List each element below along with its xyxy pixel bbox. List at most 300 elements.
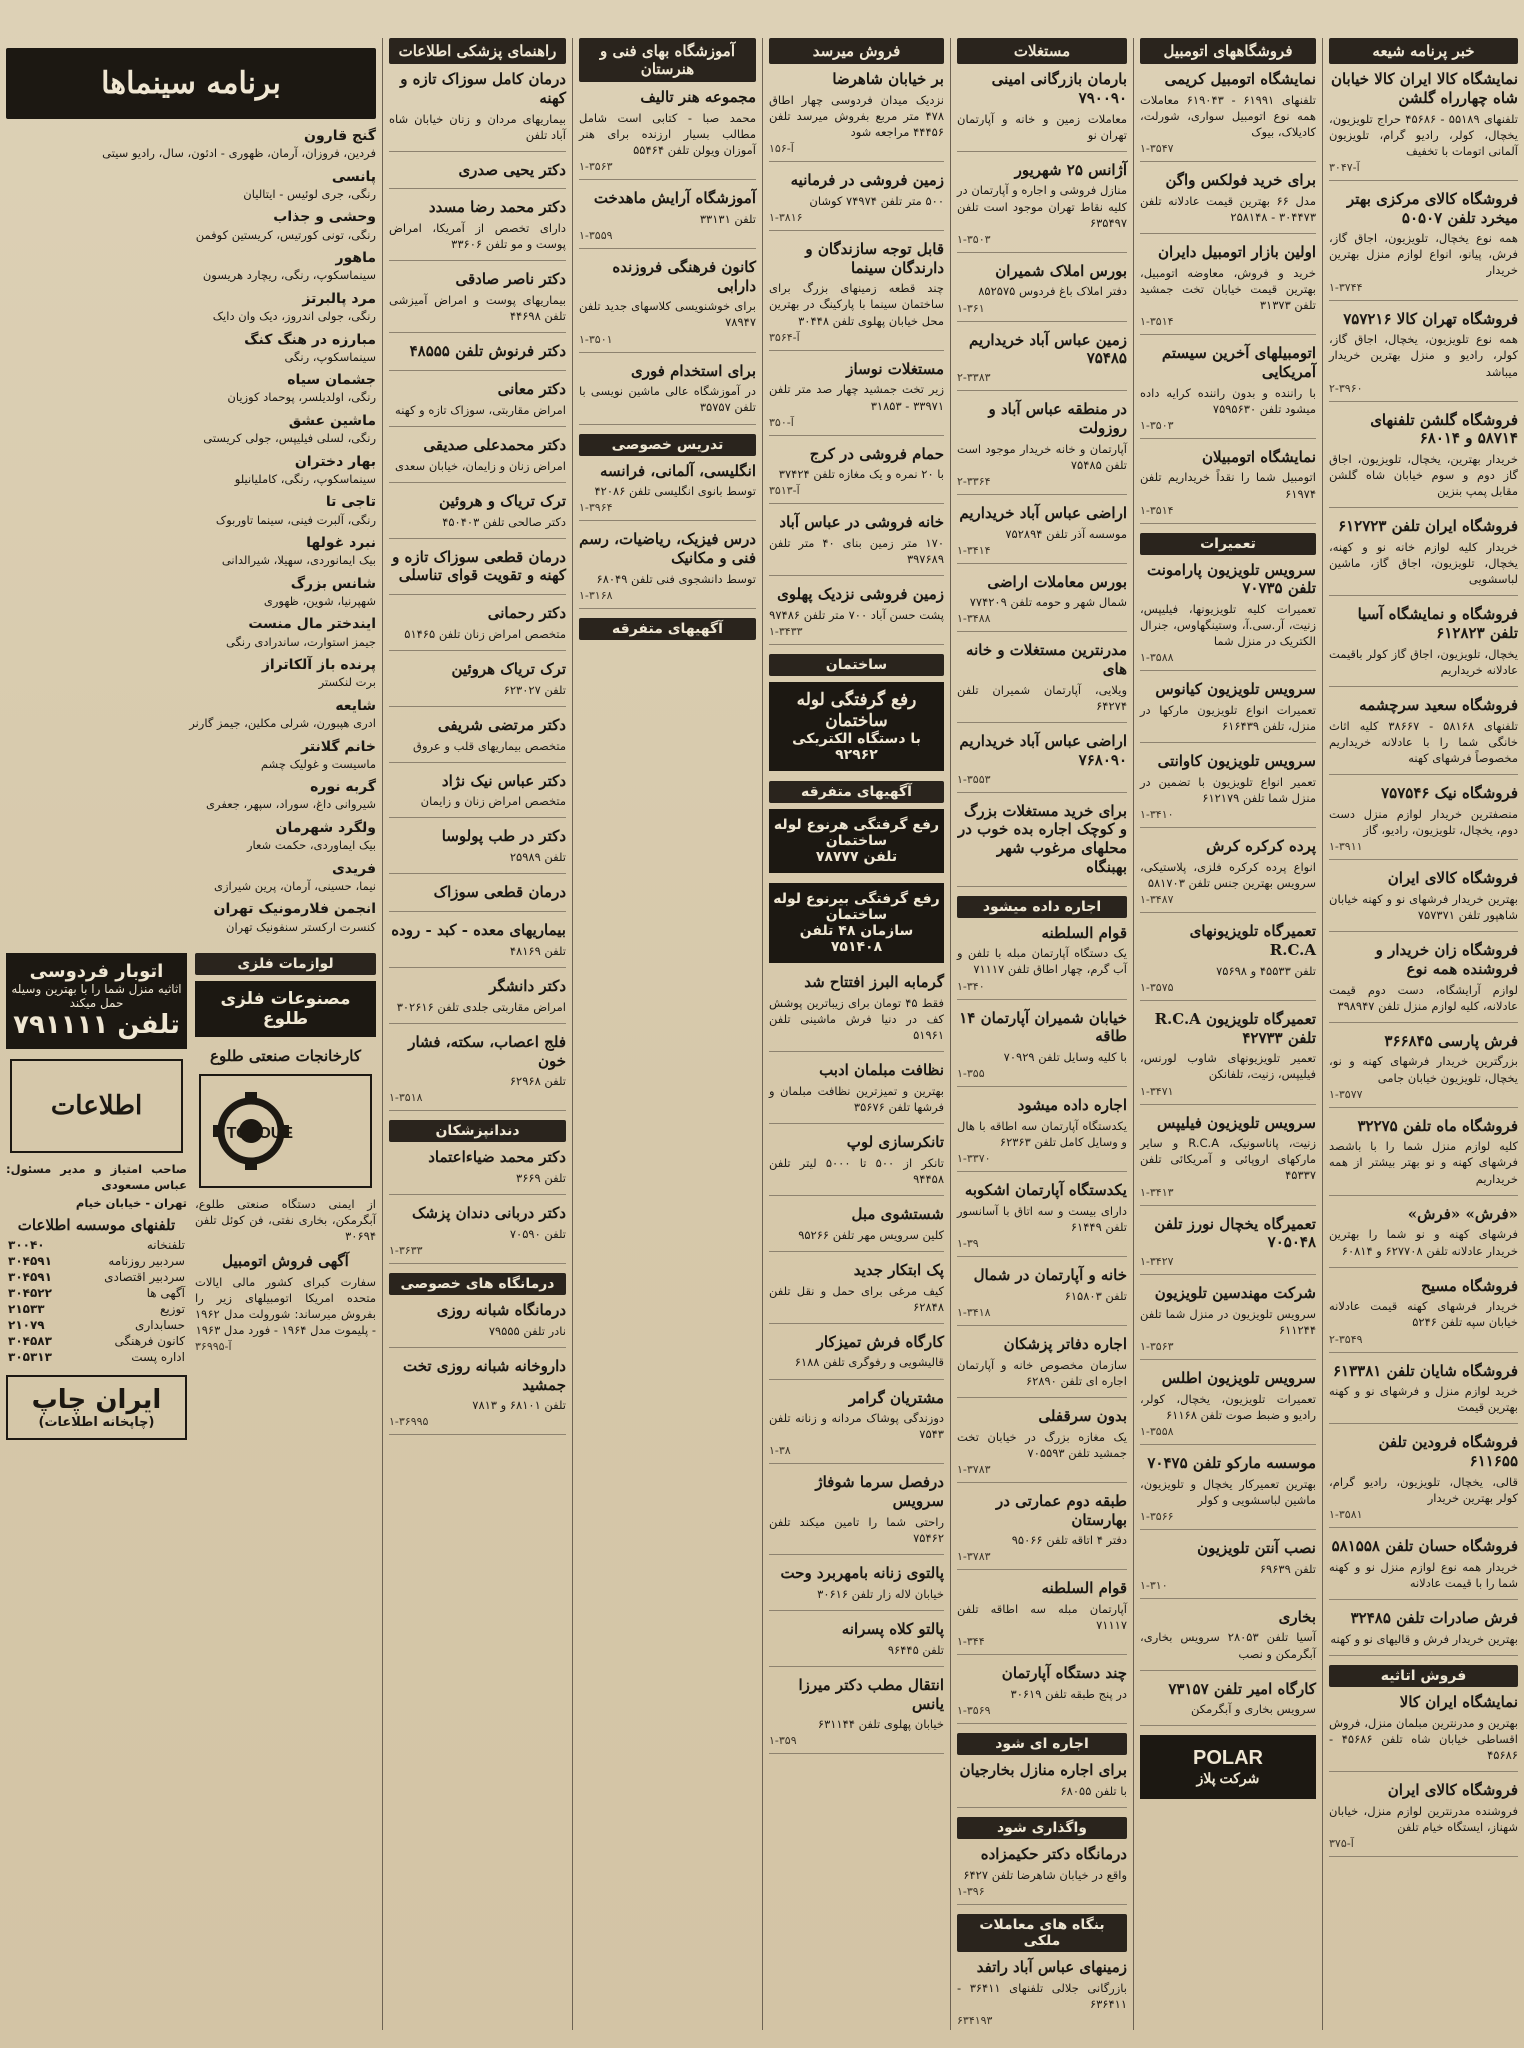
classified-ad: [769, 1473, 944, 1555]
phone-number: ۳۰۵۳۱۳: [8, 1350, 52, 1365]
classified-ad: [579, 88, 756, 180]
classified-ad: [1140, 1284, 1316, 1360]
ad-title: دکتر دربانی دندان پزشک: [412, 1204, 566, 1223]
ad-title: دکتر رحمانی: [487, 604, 566, 623]
section-header: فروش اتاثیه: [1329, 1665, 1518, 1687]
ad-body: یک دستگاه آپارتمان مبله با تلفن و آب گرم، چهار اطاق تلفن ۷۱۱۱۷: [957, 946, 1127, 977]
ad-title: بورس معاملات اراضی: [987, 572, 1127, 591]
classified-ad: [1329, 517, 1518, 596]
ad-code: ۱-۳۶۱: [957, 301, 985, 315]
classified-ad: [389, 1357, 566, 1436]
gear-icon: [211, 1086, 361, 1176]
classified-ad: [957, 331, 1127, 392]
phone-number: ۳۰۴۵۹۱: [8, 1270, 52, 1285]
classified-ad: [389, 977, 566, 1024]
classified-ad: [769, 171, 944, 231]
cinema-film-title: ولگرد شهرمان: [275, 819, 376, 836]
ad-body: دارای تخصص از آمریکا، امراض پوست و مو تلفن ۳۳۶۰۶: [389, 221, 566, 252]
ettelaat-stamp-text: اطلاعات: [50, 1091, 143, 1122]
ad-title: کانون فرهنگی فروزنده دارابی: [612, 257, 756, 295]
cinema-film-details: رنگی، آلبرت فینی، سینما تاوربوک: [215, 512, 376, 527]
ad-body: امراض زنان و زایمان، خیابان سعدی: [394, 458, 566, 473]
column-header: فروش میرسد: [769, 38, 944, 64]
ad-title: درفصل سرما شوفاژ سرویس: [815, 1473, 944, 1511]
cinema-film-details: جیمز استوارت، ساندرادی رنگی: [225, 634, 376, 649]
ad-body: تلفن ۷۰۵۹۰: [509, 1226, 566, 1241]
cinema-film-details: رنگی، اولدیلسر، پوحماد کوزیان: [227, 390, 376, 405]
classified-ad: [1329, 1537, 1518, 1600]
pipe-unblocking-banner: [769, 682, 944, 771]
classified-ad: [1140, 1215, 1316, 1276]
ad-code: ۱-۳۷۸۳: [957, 1550, 991, 1564]
phone-label: توزیع: [159, 1302, 185, 1317]
cinema-film-details: رنگی، لسلی فیلیپس، جولی کریستی: [203, 431, 376, 446]
classified-ad: [389, 380, 566, 427]
ad-title: سرویس تلویزیون کاوانتی: [1157, 752, 1316, 771]
classified-ad: [957, 641, 1127, 723]
classified-ad: [389, 70, 566, 152]
ad-code: ۱-۳۵۰۳: [1140, 418, 1174, 432]
ad-code: ۱-۳۵۰۳: [957, 232, 991, 246]
phones-table: [6, 1237, 187, 1365]
ad-body: انواع پرده کرکره فلزی، پلاستیکی، سرویس بهترین جنس تلفن ۵۸۱۷۰۳: [1140, 860, 1316, 891]
ad-code: ۱-۳۵۶۶: [1140, 1509, 1174, 1523]
ad-code: آ-۳۷۵: [1329, 1836, 1354, 1850]
ad-body: تلفن ۶۱۵۸۰۳: [1064, 1288, 1127, 1303]
ad-code: ۱-۳۷۴۴: [1329, 280, 1363, 294]
ad-body: دارای بیست و سه اتاق با آسانسور تلفن ۶۱۴۴۹: [957, 1203, 1127, 1234]
ad-code: ۱-۳۴۱۸: [957, 1305, 991, 1319]
section-header: بنگاه های معاملات ملکی: [957, 1914, 1127, 1952]
ad-code: ۱-۳۱۰: [1140, 1578, 1168, 1592]
ad-body: کلین سرویس مهر تلفن ۹۵۲۶۶: [798, 1227, 944, 1242]
ad-code: ۱-۳۵۷۷: [1329, 1087, 1363, 1101]
ad-body: موسسه آذر تلفن ۷۵۲۸۹۴: [1005, 526, 1127, 541]
cinema-film-details: سینماسکوپ، رنگی: [284, 349, 376, 364]
phone-row: [6, 1333, 187, 1349]
classified-ad: [1140, 448, 1316, 524]
classified-ad: [957, 924, 1127, 1000]
ad-title: برای خرید مستغلات بزرگ و کوچک اجاره بده خوب در محلهای مرغوب شهر بهبنگاه: [957, 801, 1127, 876]
print-subtitle: (چاپخانه اطلاعات): [38, 1415, 155, 1431]
ad-title: انگلیسی، آلمانی، فرانسه: [600, 461, 756, 480]
ad-code: ۱-۳۴۱۰: [1140, 808, 1174, 822]
ad-title: خانه فروشی در عباس آباد: [779, 513, 944, 532]
ad-title: آژانس ۲۵ شهریور: [1014, 160, 1127, 179]
phone-number: ۳۰۴۵۸۳: [8, 1334, 52, 1349]
classified-ad: [769, 360, 944, 436]
ad-body: تلفن ۲۵۹۸۹: [509, 850, 566, 865]
ad-body: تعمیر انواع تلویزیون با تضمین در منزل شما تلفن ۶۱۲۱۷۹: [1140, 775, 1316, 806]
ad-code: آ-۱۵۶: [769, 142, 794, 156]
ad-title: دکتر عباس نیک نژاد: [441, 771, 566, 790]
iran-chap-box: [6, 1375, 187, 1440]
ad-body: مدل ۶۶ بهترین قیمت عادلانه تلفن ۳۰۴۴۷۳ - ۲۵۸۱۴۸: [1140, 193, 1316, 224]
classified-ad: [769, 1133, 944, 1196]
ad-title: پک ابتکار جدید: [853, 1260, 944, 1279]
print-title: ایران چاپ: [31, 1385, 162, 1416]
classified-ad: [389, 883, 566, 912]
ad-title: پالتوی زنانه بامهربرد وحت: [780, 1564, 944, 1583]
furniture-mover-banner: [6, 953, 187, 1049]
ad-body: بازرگانی جلالی تلفنهای ۳۶۴۱۱ - ۶۳۶۴۱۱: [957, 1980, 1127, 2011]
classified-ad: [957, 1664, 1127, 1724]
ad-title: آموزشگاه آرایش ماهدخت: [593, 189, 756, 208]
cinema-film-title: وحشی و جذاب: [273, 209, 376, 226]
classified-ad: [389, 342, 566, 371]
classified-ad: [957, 161, 1127, 253]
ad-body: فقط ۴۵ تومان برای زیباترین پوشش کف در دنیا فرش ماشینی تلفن ۵۱۹۶۱: [769, 995, 944, 1042]
ad-body: با تلفن ۶۸۰۵۵: [1060, 1783, 1127, 1798]
ad-code: ۶۳۴۱۹۳: [957, 2013, 993, 2027]
ad-title: مدرنترین مستغلات و خانه های: [966, 641, 1127, 679]
classified-ad: [957, 400, 1127, 495]
ad-body: خریدار بهترین، یخچال، تلویزیون، اجاق گاز دوم و سوم خیابان شاه گلشن مقابل پمپ بنزین: [1329, 452, 1518, 499]
ad-code: ۱-۳۵۶۹: [957, 1704, 991, 1718]
ad-code: ۱-۳۴۸۷: [1140, 893, 1174, 907]
polar-text: شرکت پلاز: [1196, 1770, 1260, 1787]
ad-code: ۱-۳۴۷۱: [1140, 1084, 1174, 1098]
cinema-film-title: جشمان سیاه: [287, 372, 376, 389]
ad-body: تلفن ۹۶۴۴۵: [887, 1642, 944, 1657]
cinema-film-title: ماشین عشق: [288, 412, 376, 429]
ad-body: متخصص امراض زنان تلفن ۵۱۴۶۵: [404, 626, 566, 641]
ad-body: قالیشویی و رفوگری تلفن ۶۱۸۸: [794, 1355, 944, 1370]
cinema-film-details: ادری هپبورن، شرلی مکلین، جیمز گارنر: [189, 716, 376, 731]
column-header: فروشگاههای اتومبیل: [1140, 38, 1316, 64]
ad-body: ۵۰۰ متر تلفن ۷۴۹۷۴ کوشان: [809, 193, 944, 208]
ad-body: تلفن ۶۹۶۳۹: [1259, 1561, 1316, 1576]
classified-ad: [389, 161, 566, 190]
ad-body: قالی، یخچال، تلویزیون، رادیو گرام، کولر بهترین خریدار: [1329, 1474, 1518, 1506]
cinema-film-title: شایعه: [335, 697, 376, 714]
phone-row: [6, 1253, 187, 1269]
ad-body: دکتر صالحی تلفن ۴۵۰۴۰۳: [442, 514, 566, 529]
ad-code: آ-۳۵۱۳: [769, 484, 800, 498]
ad-body: نزدیک میدان فردوسی چهار اطاق ۴۷۸ متر مربع بفروش میرسد تلفن ۴۴۴۵۶ مراجعه شود: [769, 92, 944, 139]
cinema-film-details: فردین، فروزان، آرمان، ظهوری - ادئون، سال، رادیو سیتی: [102, 146, 376, 161]
banner-line: رفع گرفتگی لوله ساختمان: [796, 690, 917, 731]
ad-title: قابل توجه سازندگان و دارندگان سینما: [805, 239, 944, 277]
section-header: لوازمات فلزی: [195, 953, 376, 975]
tolou-subtitle: کارخانجات صنعتی طلوع: [210, 1047, 361, 1066]
ad-body: چند قطعه زمینهای بزرگ برای ساختمان سینما با پارکینگ در بهترین محل خیابان پهلوی تلفن ۳۰۴۴۸: [769, 281, 944, 328]
ad-code: ۱-۳۵۱۴: [1140, 503, 1174, 517]
phone-label: سردبیر اقتصادی: [104, 1270, 185, 1285]
ad-body: تلفن ۳۳۱۳۱: [699, 211, 756, 226]
ad-title: سرویس تلویزیون کیانوس: [1155, 680, 1316, 699]
classified-ad: [957, 1407, 1127, 1483]
ad-title: دکتر در طب پولوسا: [441, 827, 566, 846]
phone-number: ۳۰۰۴۰: [8, 1238, 45, 1253]
ad-code: ۲-۳۳۶۴: [957, 474, 991, 488]
ad-body: دفتر ۴ اتاقه تلفن ۹۵۰۶۶: [1011, 1533, 1127, 1548]
section-header: دندانپزشکان: [389, 1120, 566, 1142]
ad-title: شستشوی مبل: [851, 1204, 944, 1223]
ad-body: تلفن ۴۸۱۶۹: [509, 943, 566, 958]
ad-code: ۱-۳۵۹: [769, 1734, 797, 1748]
classified-ad: [1140, 344, 1316, 439]
cinema-film-title: ماهور: [335, 250, 376, 267]
ad-body: توسط دانشجوی فنی تلفن ۶۸۰۴۹: [596, 571, 756, 586]
phone-label: آگهی ها: [146, 1286, 185, 1301]
classified-ad: [957, 1181, 1127, 1257]
ad-title: بارمان بازرگانی امینی ۷۹۰۰۹۰: [991, 70, 1127, 107]
classified-ad: [389, 1301, 566, 1348]
ad-code: ۱-۳۹۱۱: [1329, 840, 1363, 854]
ad-body: کیف مرغی برای حمل و نقل تلفن ۶۲۸۴۸: [769, 1283, 944, 1314]
ad-body: واقع در خیابان شاهرضا تلفن ۶۴۲۷: [963, 1867, 1127, 1882]
ad-title: اراضی عباس آباد خریداریم ۷۶۸۰۹۰: [959, 732, 1127, 769]
ad-title: نمایشگاه ایران کالا: [1399, 1692, 1518, 1711]
ad-code: ۱-۳۱۶۸: [579, 588, 613, 602]
classified-ad: [1329, 941, 1518, 1023]
phone-row: [6, 1269, 187, 1285]
section-header: واگذاری شود: [957, 1817, 1127, 1839]
ad-body: کلیه لوازم منزل شما را با باشصد فرشهای کهنه و نو بهتر بیشتر از همه خریداریم: [1329, 1139, 1518, 1186]
classified-ad: [1140, 1010, 1316, 1105]
ad-body: بزرگترین خریدار فرشهای کهنه و نو، یخچال، تلویزیون خیابان جامی: [1329, 1054, 1518, 1085]
ad-title: حمام فروشی در کرج: [809, 444, 944, 463]
ad-title: دکتر معانی: [497, 380, 566, 399]
ad-title: بر خیابان شاهرضا: [832, 70, 944, 88]
ad-code: ۱-۳۵۱۴: [1140, 315, 1174, 328]
ad-body: دفتر املاک باغ فردوس ۸۵۲۵۷۵: [978, 284, 1127, 299]
ad-title: مستغلات نوساز: [846, 359, 944, 378]
ad-body: محمد صبا - کتابی است شامل مطالب بسیار ارزنده برای هنر آموزان ویولن تلفن ۵۵۴۶۴: [579, 110, 756, 157]
ad-code: ۱-۳۵۸۸: [1140, 651, 1174, 665]
classified-ad: [769, 1205, 944, 1252]
phone-number: ۲۱۵۳۳: [8, 1302, 45, 1317]
classified-ad: [1329, 1277, 1518, 1353]
ad-title: نمایشگاه کالا ایران کالا خیابان شاه چهارراه گلشن: [1330, 70, 1518, 107]
classified-ad: [1329, 1693, 1518, 1772]
cinema-film-details: شهپرنیا، شوین، ظهوری: [263, 593, 376, 608]
ad-body: بیماریهای پوست و امراض آمیزشی تلفن ۴۴۶۹۸: [389, 293, 566, 324]
classified-ad: [769, 1261, 944, 1324]
ad-body: همه نوع تلویزیون، یخچال، اجاق گاز، کولر، رادیو و منزل بهترین خریدار میباشد: [1329, 332, 1518, 379]
classified-ad: [389, 660, 566, 707]
cinema-film-title: ایندختر مال منست: [248, 616, 376, 633]
ad-body: برای خوشنویسی کلاسهای جدید تلفن ۷۸۹۴۷: [579, 299, 756, 330]
ad-body: تلفن ۶۲۹۶۸: [509, 1074, 566, 1089]
ad-title: بورس املاک شمیران: [995, 261, 1127, 280]
classified-ad: [389, 604, 566, 651]
ad-title: درمان کامل سوزاک تازه و کهنه: [400, 70, 566, 107]
ad-code: ۱-۳۵۶۳: [1140, 1339, 1174, 1353]
ad-title: نمایشگاه اتومبیلان: [1201, 447, 1316, 466]
classified-ad: [769, 1389, 944, 1465]
ad-title: موسسه مارکو تلفن ۷۰۴۷۵: [1147, 1453, 1316, 1472]
ad-code: ۱-۳۴۰: [957, 979, 985, 993]
ad-title: اتومبیلهای آخرین سیستم آمریکایی: [1161, 344, 1316, 381]
ad-body: بهترین خریدار فرشهای نو و کهنه خیابان شاهپور تلفن ۷۵۷۳۷۱: [1329, 891, 1518, 922]
ad-body: زنیت، پاناسونیک، R.C.A و سایر مارکهای اروپائی و آمریکائی تلفن ۴۵۳۳۷: [1140, 1136, 1316, 1183]
phone-row: [6, 1285, 187, 1301]
banner-line: سازمان ۴۸ تلفن ۷۵۱۴۰۸: [799, 923, 914, 955]
classified-ad: [1329, 696, 1518, 775]
classified-ad: [579, 530, 756, 609]
classified-ad: [389, 772, 566, 819]
ad-body: زیر تخت جمشید چهار صد متر تلفن ۳۳۹۷۱ - ۳۱۸۵۳: [769, 382, 944, 413]
phone-label: تلفنخانه: [146, 1238, 185, 1253]
classified-ad: [579, 362, 756, 425]
ad-body: منازل فروشی و اجاره و آپارتمان در کلیه نقاط تهران موجود است تلفن ۶۳۵۴۹۷: [956, 183, 1127, 230]
ad-code: ۱-۳۹۶۴: [579, 501, 613, 515]
ad-code: ۱-۳۴۲۷: [1140, 1255, 1174, 1269]
ad-body: تلفن ۴۵۵۳۳ و ۷۵۶۹۸: [1216, 963, 1316, 978]
ad-title: ترک تریاک هروئین: [451, 659, 566, 678]
ad-body: در پنج طبقه تلفن ۳۰۶۱۹: [1010, 1687, 1127, 1702]
ad-code: ۲-۳۵۴۹: [1329, 1332, 1363, 1346]
cinema-film-details: بیک ایمانوردی، سهیلا، شیرالدانی: [221, 553, 376, 568]
ad-title: تعمیرگاه تلویزیونهای R.C.A: [1189, 922, 1316, 959]
mover-title: اتوبار فردوسی: [29, 961, 164, 983]
ad-code: ۱-۳۴۳۳: [769, 625, 803, 639]
ad-title: نصب آنتن تلویزیون: [1197, 1538, 1316, 1557]
phone-number: ۲۱۰۷۹: [8, 1318, 45, 1333]
classified-ad: [389, 1033, 566, 1112]
ad-title: درس فیزیک، ریاضیات، رسم فنی و مکانیک: [579, 530, 756, 568]
ad-body: تلفن ۳۶۶۹: [516, 1171, 566, 1186]
ad-body: شمال شهر و حومه تلفن ۷۷۴۲۰۹: [969, 595, 1127, 610]
ad-title: فروشگاه فرودین تلفن ۶۱۱۶۵۵: [1378, 1433, 1518, 1471]
ad-body: تعمیرات کلیه تلویزیونها، فیلیپس، زنیت، آر.سی.آ، وستینگهاوس، جنرال الکتریک در منزل شما: [1140, 602, 1316, 649]
classified-ad: [1329, 1032, 1518, 1108]
ad-code: ۱-۳۸: [769, 1444, 791, 1458]
classified-ad: [957, 732, 1127, 793]
cinema-film-title: تاجی تا: [325, 494, 376, 511]
classified-ad: [389, 492, 566, 539]
ad-body: تانکر از ۵۰۰ تا ۵۰۰۰ لیتر تلفن ۹۴۴۵۸: [769, 1155, 944, 1186]
ad-body: با راننده و بدون راننده کرایه داده میشود تلفن ۷۵۹۵۶۳۰: [1140, 385, 1316, 416]
ad-code: ۱-۳۶۹۹۵: [389, 1415, 429, 1429]
section-header: اجاره داده میشود: [957, 896, 1127, 918]
classified-ad: [1140, 1680, 1316, 1727]
cinema-film-title: بهار دختران: [294, 453, 376, 470]
ad-code: ۱-۳۴۸۸: [957, 612, 991, 626]
ad-body: با کلیه وسایل تلفن ۷۰۹۲۹: [1003, 1050, 1127, 1065]
ad-title: چند دستگاه آپارتمان: [1001, 1664, 1127, 1683]
ad-body: سرویس تلویزیون در منزل شما تلفن ۶۱۱۲۴۴: [1140, 1306, 1316, 1337]
ad-title: فروشگاه سعید سرچشمه: [1359, 696, 1518, 715]
classified-ad: [957, 1266, 1127, 1326]
ad-title: خیابان شمیران آپارتمان ۱۴ طاقه: [959, 1008, 1127, 1046]
ad-body: پشت حسن آباد ۷۰۰ متر تلفن ۹۷۴۸۶: [769, 608, 944, 623]
cinema-film-title: فریدی: [331, 860, 376, 877]
ad-title: بیماریهای معده - کبد - روده: [391, 921, 566, 940]
ad-code: ۱-۳۵۷۵: [1140, 980, 1174, 994]
classified-ad: [389, 270, 566, 333]
phone-label: سردبیر روزنامه: [108, 1254, 185, 1269]
ad-body: بهترین و مدرنترین مبلمان منزل، فروش اقساطی خیابان شاه تلفن ۴۵۶۸۶ - ۴۵۶۸۶: [1329, 1715, 1519, 1762]
ad-title: برای استخدام فوری: [631, 361, 756, 380]
classified-ad: [389, 827, 566, 874]
phone-number: ۳۰۴۵۹۱: [8, 1254, 52, 1269]
auto-sale-body: سفارت کبرای کشور مالی ایالات متحده امریکا اتومبیلهای زیر را بفروش میرساند: شورولت مدل ۱۹۶۲ - پلیموت مدل ۱۹۶۴ - فورد مدل ۱۹۶۳: [195, 1274, 376, 1338]
ad-title: فروشگاه کالای ایران: [1387, 869, 1518, 888]
ad-title: درمان قطعی سوزاک: [433, 883, 566, 902]
ad-body: دوزندگی پوشاک مردانه و زنانه تلفن ۷۵۴۳: [769, 1411, 944, 1442]
tolou-body: از ایمنی دستگاه صنعتی طلوع، آبگرمکن، بخاری نفتی، فن کوئل تلفن ۳۰۶۹۴: [195, 1196, 376, 1243]
ad-code: ۱-۳۵۰۱: [579, 332, 613, 346]
ad-body: یخچال، تلویزیون، اجاق گاز کولر باقیمت عادلانه خریداریم: [1329, 646, 1518, 677]
cinema-film-details: رنگی، جولی اندروز، دیک وان دایک: [212, 309, 376, 323]
ad-title: کارگاه فرش تمیزکار: [816, 1332, 944, 1351]
ad-body: تلفنهای ۵۵۱۸۹ - ۴۵۶۸۶ حراج تلویزیون، یخچال، کولر، رادیو گرام، تلویزیون آلمانی اتومات با تخفیف: [1329, 111, 1518, 158]
classified-ad: [1140, 171, 1316, 234]
ad-body: تلفنهای ۵۸۱۶۸ - ۳۸۶۶۷ کلیه اثاث خانگی شما را با عادلانه خریداریم مخصوصاً فرشهای کهنه: [1329, 718, 1518, 766]
ad-title: دکتر ناصر صادقی: [455, 270, 566, 289]
classified-ad: [1329, 1433, 1518, 1528]
cinema-film-details: شیروانی داغ، سوراد، سپهر، جعفری: [206, 797, 376, 812]
ad-body: ویلایی، آپارتمان شمیران تلفن ۶۴۲۷۴: [957, 682, 1127, 714]
ad-title: برای خرید فولکس واگن: [1165, 171, 1316, 190]
ad-body: متخصص امراض زنان و زایمان: [420, 794, 566, 809]
ad-title: شرکت مهندسین تلویزیون: [1154, 1284, 1316, 1303]
ad-title: فروشگاه ایران تلفن ۶۱۲۷۲۳: [1338, 517, 1518, 536]
column-medical-guide: [382, 38, 572, 2030]
ad-body: تلفن ۶۸۱۰۱ و ۷۸۱۳: [472, 1398, 566, 1413]
ad-title: زمین فروشی نزدیک پهلوی: [777, 585, 944, 604]
classified-ad: [1329, 784, 1518, 860]
classified-ad: [769, 1333, 944, 1380]
phones-title: تلفنهای موسسه اطلاعات: [17, 1215, 176, 1234]
ad-title: تانکرسازی لوپ: [846, 1132, 944, 1151]
banner-line: تلفن ۷۸۷۷۷: [815, 849, 898, 865]
ad-body: امراض مقاربتی جلدی تلفن ۳۰۲۶۱۶: [396, 999, 566, 1014]
phone-row: [6, 1349, 187, 1365]
publisher-line: تهران - خیابان خیام: [75, 1196, 187, 1211]
ad-body: یک مغازه بزرگ در خیابان تخت جمشید تلفن ۷۰۵۵۹۳: [957, 1429, 1127, 1460]
ad-title: برای اجاره منازل بخارجیان: [959, 1761, 1127, 1780]
classified-ad: [389, 1204, 566, 1264]
ad-title: فروشگاه شایان تلفن ۶۱۳۳۸۱: [1332, 1361, 1518, 1380]
cinema-film-title: گنج قارون: [304, 128, 376, 144]
ad-title: دکتر محمد رضا مسدد: [428, 198, 566, 217]
ad-title: اجاره دفاتر پزشکان: [1003, 1334, 1127, 1353]
tolou-title: مصنوعات فلزی طلوع: [220, 989, 351, 1030]
ad-code: ۱-۳۴۱۴: [957, 543, 991, 557]
banner-line: رفع گرفتگی بیرنوع لوله ساختمان: [773, 891, 940, 923]
classified-ad: [1140, 1539, 1316, 1599]
ad-title: سرویس تلویزیون فیلیپس: [1157, 1113, 1316, 1132]
ad-code: ۱-۳۴۴: [957, 1635, 985, 1649]
ad-body: راحتی شما را تامین میکند تلفن ۷۵۴۶۲: [769, 1514, 944, 1546]
ad-title: دکتر دانشگر: [489, 976, 566, 995]
ad-title: فروشگاه و نمایشگاه آسیا تلفن ۶۱۲۸۲۳: [1357, 605, 1518, 643]
ad-title: فروشگاه کالای ایران: [1387, 1780, 1518, 1799]
section-header: تعمیرات: [1140, 533, 1316, 555]
ad-body: آپارتمان و خانه خریدار موجود است تلفن ۷۵۴۸۵: [957, 441, 1127, 472]
classified-ad: [389, 198, 566, 261]
ad-title: پالتو کلاه پسرانه: [841, 1620, 944, 1638]
ad-title: «فرش» «فرش»: [1407, 1204, 1518, 1223]
cinema-film-title: مبارزه در هنگ کنگ: [244, 331, 376, 348]
ad-body: بیماریهای مردان و زنان خیابان شاه آباد تلفن: [389, 111, 566, 142]
classified-ad: [389, 716, 566, 763]
ad-title: تعمیرگاه تلویزیون R.C.A تلفن ۴۲۷۳۳: [1154, 1009, 1316, 1047]
classified-ad: [769, 1676, 944, 1755]
ad-code: ۱-۳۵۵۹: [579, 228, 613, 242]
ad-body: فرشهای کهنه و نو شما را بهترین خریدار عادلانه تلفن ۶۲۷۷۰۸ و ۶۰۸۱۴: [1329, 1227, 1518, 1258]
ad-title: بدون سرقفلی: [1038, 1406, 1127, 1425]
column-real-estate: [950, 38, 1133, 2030]
cinema-program-banner: برنامه سینماها: [6, 48, 376, 119]
section-header: ساختمان: [769, 654, 944, 676]
classified-ad: [957, 1761, 1127, 1808]
ad-title: دکتر فرنوش تلفن ۴۸۵۵۵: [409, 342, 566, 361]
